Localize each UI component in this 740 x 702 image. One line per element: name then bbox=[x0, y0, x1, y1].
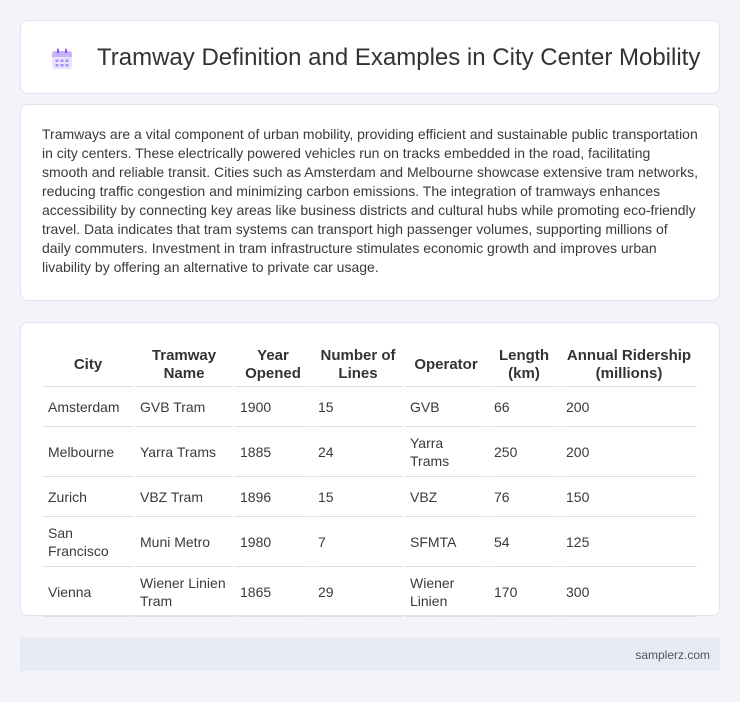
tramway-table bbox=[41, 341, 699, 617]
table-card bbox=[20, 322, 720, 616]
table-cell: Amsterdam bbox=[43, 387, 133, 427]
table-cell: Vienna bbox=[43, 567, 133, 617]
table-cell: 15 bbox=[313, 477, 403, 517]
table-cell: 76 bbox=[489, 477, 559, 517]
table-cell: 54 bbox=[489, 517, 559, 567]
column-header-number-of-lines: Number of Lines bbox=[313, 341, 403, 387]
table-cell: 1865 bbox=[235, 567, 311, 617]
column-header-operator: Operator bbox=[405, 341, 487, 387]
table-cell: 200 bbox=[561, 427, 697, 477]
table-row bbox=[43, 427, 697, 477]
column-header-annual-ridership: Annual Ridership (millions) bbox=[561, 341, 697, 387]
table-cell: 1980 bbox=[235, 517, 311, 567]
table-cell: 15 bbox=[313, 387, 403, 427]
table-cell: 300 bbox=[561, 567, 697, 617]
table-cell: VBZ Tram bbox=[135, 477, 233, 517]
page-title: Tramway Definition and Examples in City Center Mobility bbox=[97, 44, 701, 71]
calendar-icon bbox=[50, 47, 74, 71]
table-row bbox=[43, 567, 697, 617]
table-cell: Zurich bbox=[43, 477, 133, 517]
table-cell: GVB Tram bbox=[135, 387, 233, 427]
table-row bbox=[43, 387, 697, 427]
table-cell: 1896 bbox=[235, 477, 311, 517]
table-cell: Yarra Trams bbox=[135, 427, 233, 477]
intro-paragraph: Tramways are a vital component of urban mobility, providing efficient and sustainable public transportation in city centers. These electrically powered vehicles run on tracks embedded in the road, facilitating smooth and reliable transit. Cities such as Amsterdam and Melbourne showcase extensive tram networks, reducing traffic congestion and minimizing carbon emissions. The integration of tramways enhances accessibility by connecting key areas like business districts and cultural hubs while promoting eco-friendly travel. Data indicates that tram systems can transport high passenger volumes, supporting millions of daily commuters. Investment in tram infrastructure stimulates economic growth and improves urban livability by offering an alternative to private car usage. bbox=[42, 126, 698, 275]
footer-site-link[interactable]: samplerz.com bbox=[635, 648, 710, 662]
table-cell: Melbourne bbox=[43, 427, 133, 477]
table-cell: 150 bbox=[561, 477, 697, 517]
table-cell: Yarra Trams bbox=[405, 427, 487, 477]
table-row bbox=[43, 517, 697, 567]
table-cell: 250 bbox=[489, 427, 559, 477]
column-header-tramway-name: Tramway Name bbox=[135, 341, 233, 387]
column-header-year-opened: Year Opened bbox=[235, 341, 311, 387]
table-cell: Wiener Linien Tram bbox=[135, 567, 233, 617]
table-cell: SFMTA bbox=[405, 517, 487, 567]
column-header-length: Length (km) bbox=[489, 341, 559, 387]
table-cell: 170 bbox=[489, 567, 559, 617]
footer bbox=[20, 638, 720, 671]
table-cell: 125 bbox=[561, 517, 697, 567]
table-cell: 200 bbox=[561, 387, 697, 427]
table-header-row bbox=[43, 341, 697, 387]
header-card bbox=[20, 20, 720, 94]
table-cell: San Francisco bbox=[43, 517, 133, 567]
intro-card bbox=[20, 104, 720, 301]
table-cell: Wiener Linien bbox=[405, 567, 487, 617]
column-header-city: City bbox=[43, 341, 133, 387]
table-cell: GVB bbox=[405, 387, 487, 427]
table-cell: 7 bbox=[313, 517, 403, 567]
table-cell: Muni Metro bbox=[135, 517, 233, 567]
table-row bbox=[43, 477, 697, 517]
table-cell: 66 bbox=[489, 387, 559, 427]
table-cell: 1885 bbox=[235, 427, 311, 477]
table-cell: 1900 bbox=[235, 387, 311, 427]
table-cell: 29 bbox=[313, 567, 403, 617]
table-cell: VBZ bbox=[405, 477, 487, 517]
table-cell: 24 bbox=[313, 427, 403, 477]
